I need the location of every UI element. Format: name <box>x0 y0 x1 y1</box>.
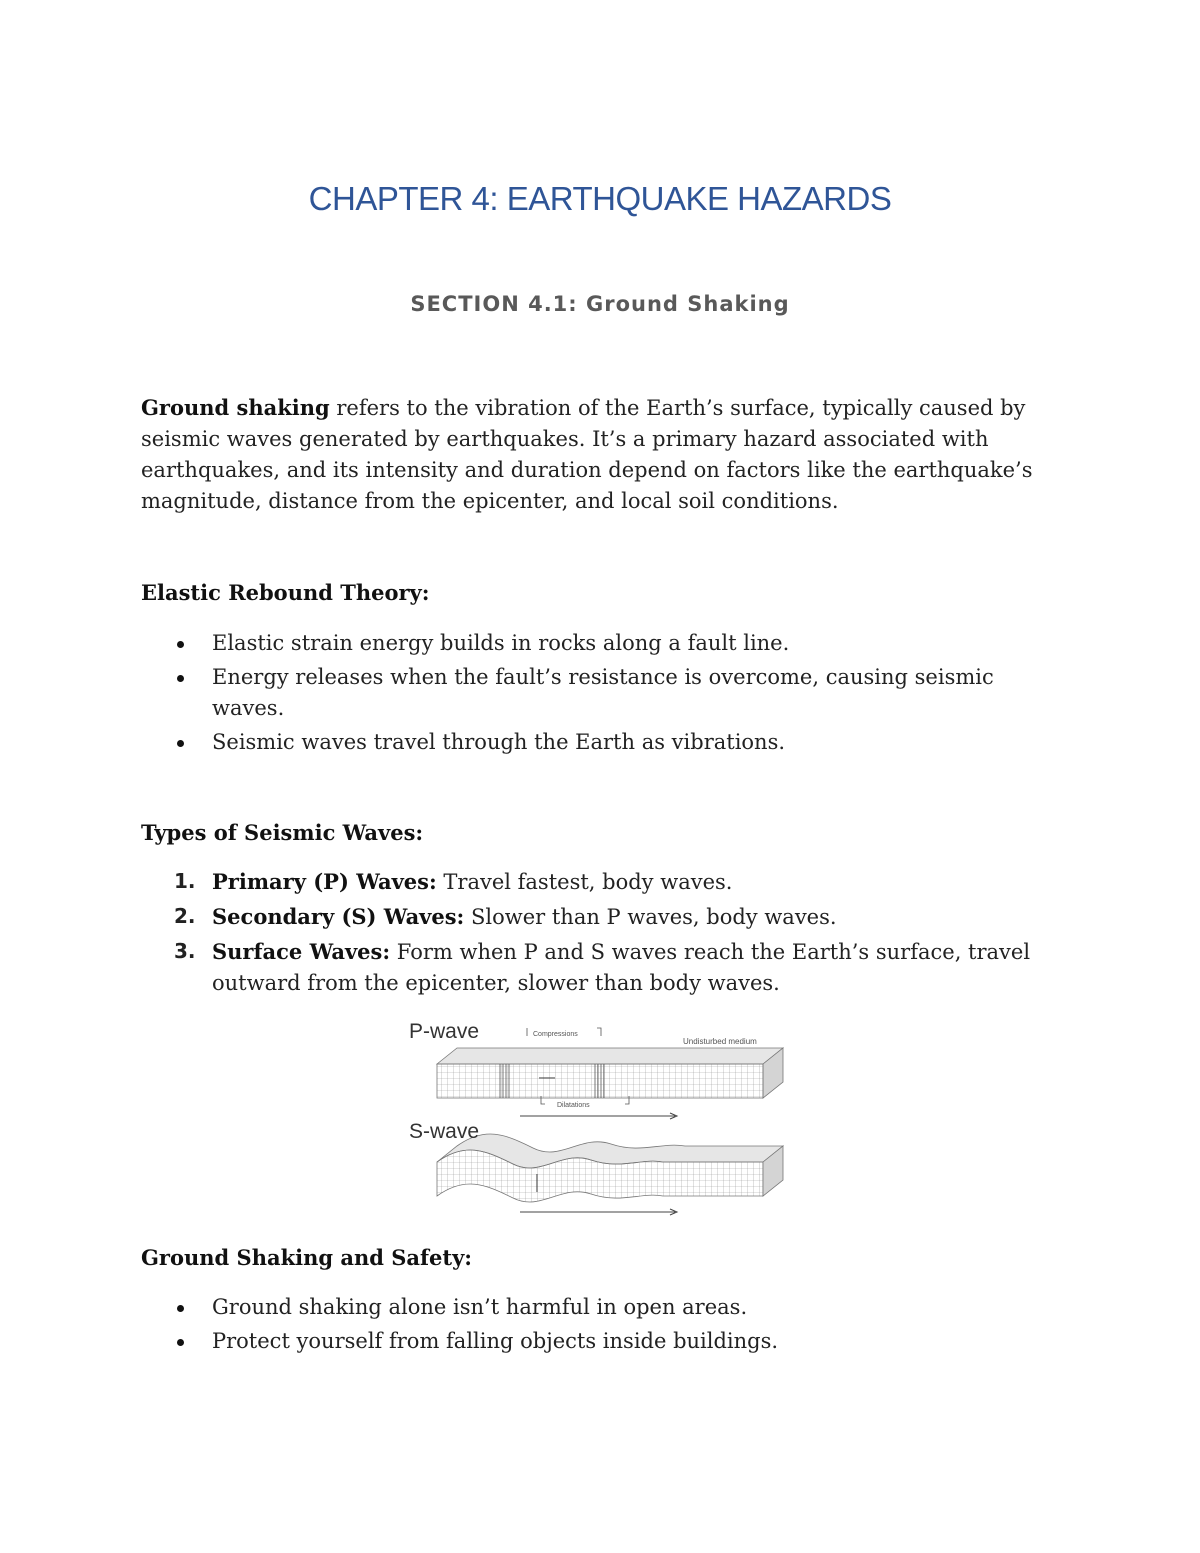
intro-term: Ground shaking <box>141 395 330 420</box>
list-item <box>141 1326 1061 1357</box>
intro-text: refers to the vibration of the Earth’s surface, typically caused by seismic waves generated by earthquakes. It’s a primary hazard associated with earthquakes, and its intensity and duration depend on factors like the earthquake’s magnitude, distance from the epicenter, and local soil conditions. <box>141 396 1033 513</box>
item-number: 2. <box>174 904 196 928</box>
list-item <box>141 662 1061 724</box>
compressions-label: Compressions <box>533 1031 578 1038</box>
list-item <box>141 901 1061 933</box>
bullet-icon <box>177 1305 184 1312</box>
s-wave-label: S-wave <box>409 1120 480 1143</box>
elastic-item-text: Seismic waves travel through the Earth as vibrations. <box>212 730 786 754</box>
waves-heading: Types of Seismic Waves: <box>141 820 424 845</box>
elastic-item-text: Energy releases when the fault’s resistance is overcome, causing seismic waves. <box>212 665 994 720</box>
list-item <box>141 936 1061 999</box>
dilatations-label: Dilatations <box>557 1102 590 1109</box>
waves-list <box>141 866 1061 1002</box>
list-item <box>141 727 1061 758</box>
wave-term: Secondary (S) Waves: <box>212 904 465 929</box>
intro-paragraph <box>141 392 1061 517</box>
p-wave-label: P-wave <box>409 1020 480 1043</box>
elastic-heading: Elastic Rebound Theory: <box>141 580 430 605</box>
safety-item-text: Ground shaking alone isn’t harmful in open areas. <box>212 1295 748 1319</box>
wave-term: Primary (P) Waves: <box>212 869 437 894</box>
wave-text: Travel fastest, body waves. <box>436 870 733 894</box>
bullet-icon <box>177 641 184 648</box>
bullet-icon <box>177 1339 184 1346</box>
chapter-title: CHAPTER 4: EARTHQUAKE HAZARDS <box>308 180 892 217</box>
s-wave-block <box>437 1134 783 1215</box>
list-item <box>141 866 1061 898</box>
elastic-list <box>141 628 1061 761</box>
item-number: 3. <box>174 939 196 963</box>
section-title: SECTION 4.1: Ground Shaking <box>410 292 790 316</box>
bullet-icon <box>177 675 184 682</box>
seismic-wave-figure <box>405 1012 795 1222</box>
wave-term: Surface Waves: <box>212 939 391 964</box>
list-item <box>141 628 1061 659</box>
undisturbed-label: Undisturbed medium <box>683 1037 757 1046</box>
safety-item-text: Protect yourself from falling objects inside buildings. <box>212 1329 779 1353</box>
safety-list <box>141 1292 1061 1360</box>
list-item <box>141 1292 1061 1323</box>
wave-text: Slower than P waves, body waves. <box>464 905 837 929</box>
safety-heading: Ground Shaking and Safety: <box>141 1245 473 1270</box>
bullet-icon <box>177 740 184 747</box>
item-number: 1. <box>174 869 196 893</box>
elastic-item-text: Elastic strain energy builds in rocks along a fault line. <box>212 631 790 655</box>
wave-text: Form when P and S waves reach the Earth’s surface, travel outward from the epicenter, slower than body waves. <box>212 940 1031 995</box>
